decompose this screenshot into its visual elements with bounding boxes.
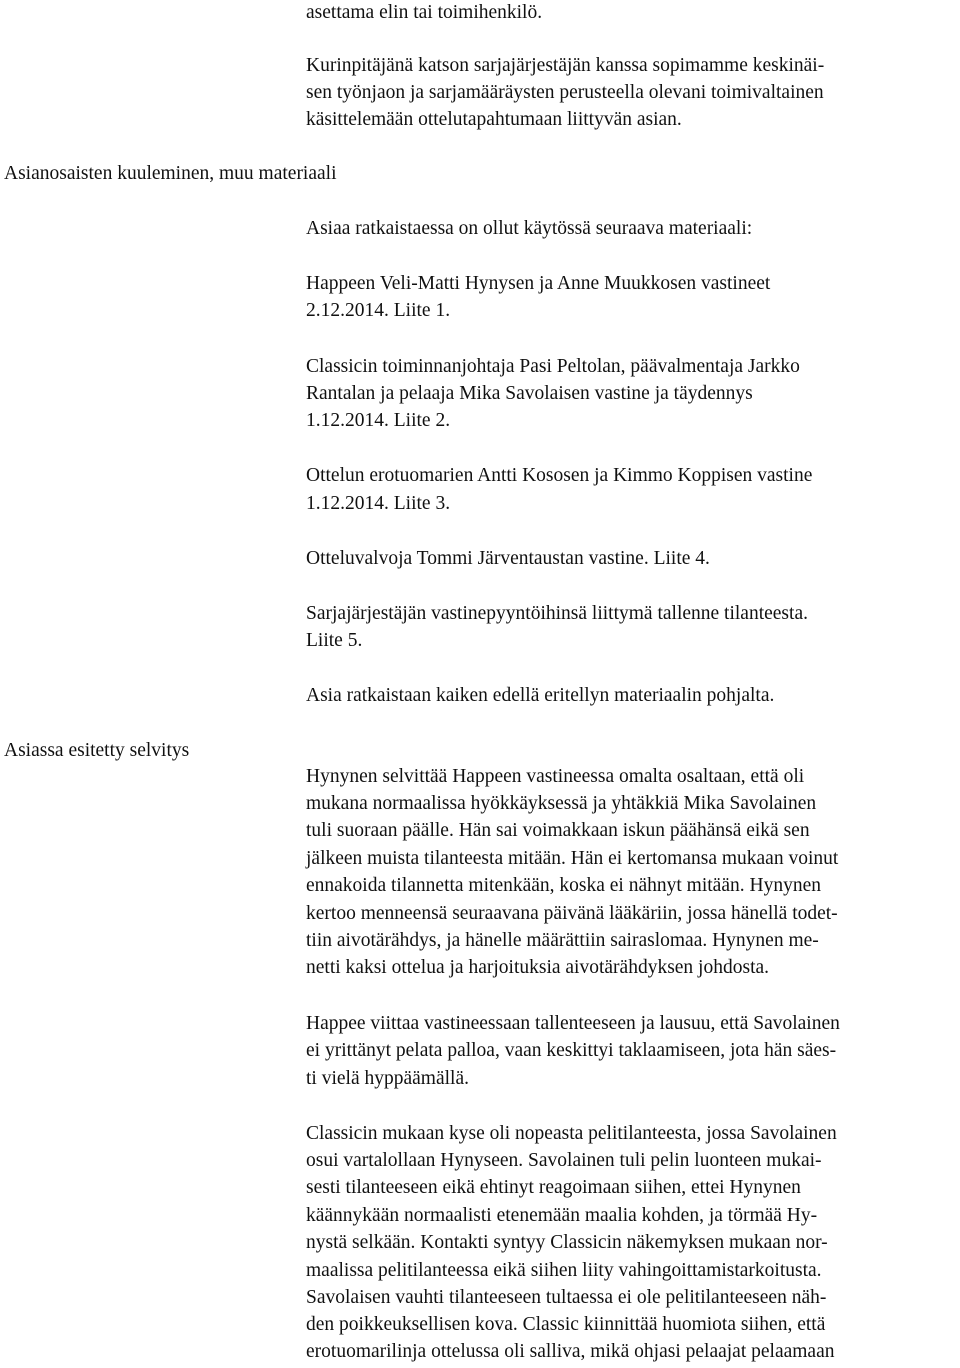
paragraph-line: maalissa pelitilanteessa eikä siihen liity vahingoittamistarkoitusta. [306, 1260, 822, 1281]
paragraph-line: Classicin toiminnanjohtaja Pasi Peltolan, päävalmentaja Jarkko [306, 356, 800, 377]
intro-line: käsittelemään ottelutapahtumaan liittyvän asian. [306, 109, 682, 130]
paragraph-line: Happeen Veli-Matti Hynysen ja Anne Muukkosen vastineet [306, 273, 771, 294]
paragraph-line: Asiaa ratkaistaessa on ollut käytössä seuraava materiaali: [306, 218, 753, 239]
paragraph-line: Classicin mukaan kyse oli nopeasta pelitilanteesta, jossa Savolainen [306, 1123, 837, 1144]
paragraph-line: 1.12.2014. Liite 2. [306, 410, 451, 431]
paragraph-line: Rantalan ja pelaaja Mika Savolaisen vastine ja täydennys [306, 383, 753, 404]
intro-line: Kurinpitäjänä katson sarjajärjestäjän kanssa sopimamme keskinäi- [306, 55, 825, 76]
paragraph-line: mukana normaalissa hyökkäyksessä ja yhtäkkiä Mika Savolainen [306, 793, 817, 814]
paragraph-line: netti kaksi ottelua ja harjoituksia aivotärähdyksen johdosta. [306, 957, 770, 978]
paragraph-line: erotuomarilinja ottelussa oli salliva, mikä ohjasi pelaajat pelaamaan [306, 1341, 835, 1362]
paragraph-line: Savolaisen vauhti tilanteeseen tultaessa ei ole pelitilanteeseen näh- [306, 1287, 827, 1308]
paragraph-line: Hynynen selvittää Happeen vastineessa omalta osaltaan, että oli [306, 766, 805, 787]
paragraph-line: Happee viittaa vastineessaan tallenteeseen ja lausuu, että Savolainen [306, 1013, 840, 1034]
paragraph-line: Ottelun erotuomarien Antti Kososen ja Kimmo Koppisen vastine [306, 465, 813, 486]
paragraph-line: Liite 5. [306, 630, 363, 651]
paragraph-line: Asia ratkaistaan kaiken edellä eritellyn materiaalin pohjalta. [306, 685, 775, 706]
paragraph-line: Otteluvalvoja Tommi Järventaustan vastine. Liite 4. [306, 548, 710, 569]
paragraph-line: ennakoida tilannetta mitenkään, koska ei nähnyt mitään. Hynynen [306, 875, 821, 896]
paragraph-line: Sarjajärjestäjän vastinepyyntöihinsä liittymä tallenne tilanteesta. [306, 603, 808, 624]
paragraph-line: 1.12.2014. Liite 3. [306, 493, 451, 514]
paragraph-line: ei yrittänyt pelata palloa, vaan keskittyi taklaamiseen, jota hän säes- [306, 1040, 837, 1061]
section-heading: Asianosaisten kuuleminen, muu materiaali [4, 163, 337, 184]
paragraph-line: sesti tilanteeseen eikä ehtinyt reagoimaan siihen, ettei Hynynen [306, 1177, 801, 1198]
paragraph-line: ti vielä hyppäämällä. [306, 1068, 469, 1089]
intro-line: sen työnjaon ja sarjamääräysten perusteella olevani toimivaltainen [306, 82, 824, 103]
paragraph-line: tiin aivotärähdys, ja hänelle määrättiin sairaslomaa. Hynynen me- [306, 930, 819, 951]
paragraph-line: den poikkeuksellisen kova. Classic kiinnittää huomiota siihen, että [306, 1314, 826, 1335]
paragraph-line: käännykään normaalisti etenemään maalia kohden, ja törmää Hy- [306, 1205, 818, 1226]
section-heading: Asiassa esitetty selvitys [4, 740, 190, 761]
paragraph-line: 2.12.2014. Liite 1. [306, 300, 451, 321]
paragraph-line: osui vartalollaan Hynyseen. Savolainen tuli pelin luonteen mukai- [306, 1150, 822, 1171]
paragraph-line: nystä selkään. Kontakti syntyy Classicin näkemyksen mukaan nor- [306, 1232, 828, 1253]
intro-line: asettama elin tai toimihenkilö. [306, 2, 543, 23]
paragraph-line: jälkeen muista tilanteesta mitään. Hän ei kertomansa mukaan voinut [306, 848, 839, 869]
paragraph-line: tuli suoraan päälle. Hän sai voimakkaan iskun päähänsä eikä sen [306, 820, 810, 841]
paragraph-line: kertoo menneensä seuraavana päivänä lääkäriin, jossa hänellä todet- [306, 903, 838, 924]
